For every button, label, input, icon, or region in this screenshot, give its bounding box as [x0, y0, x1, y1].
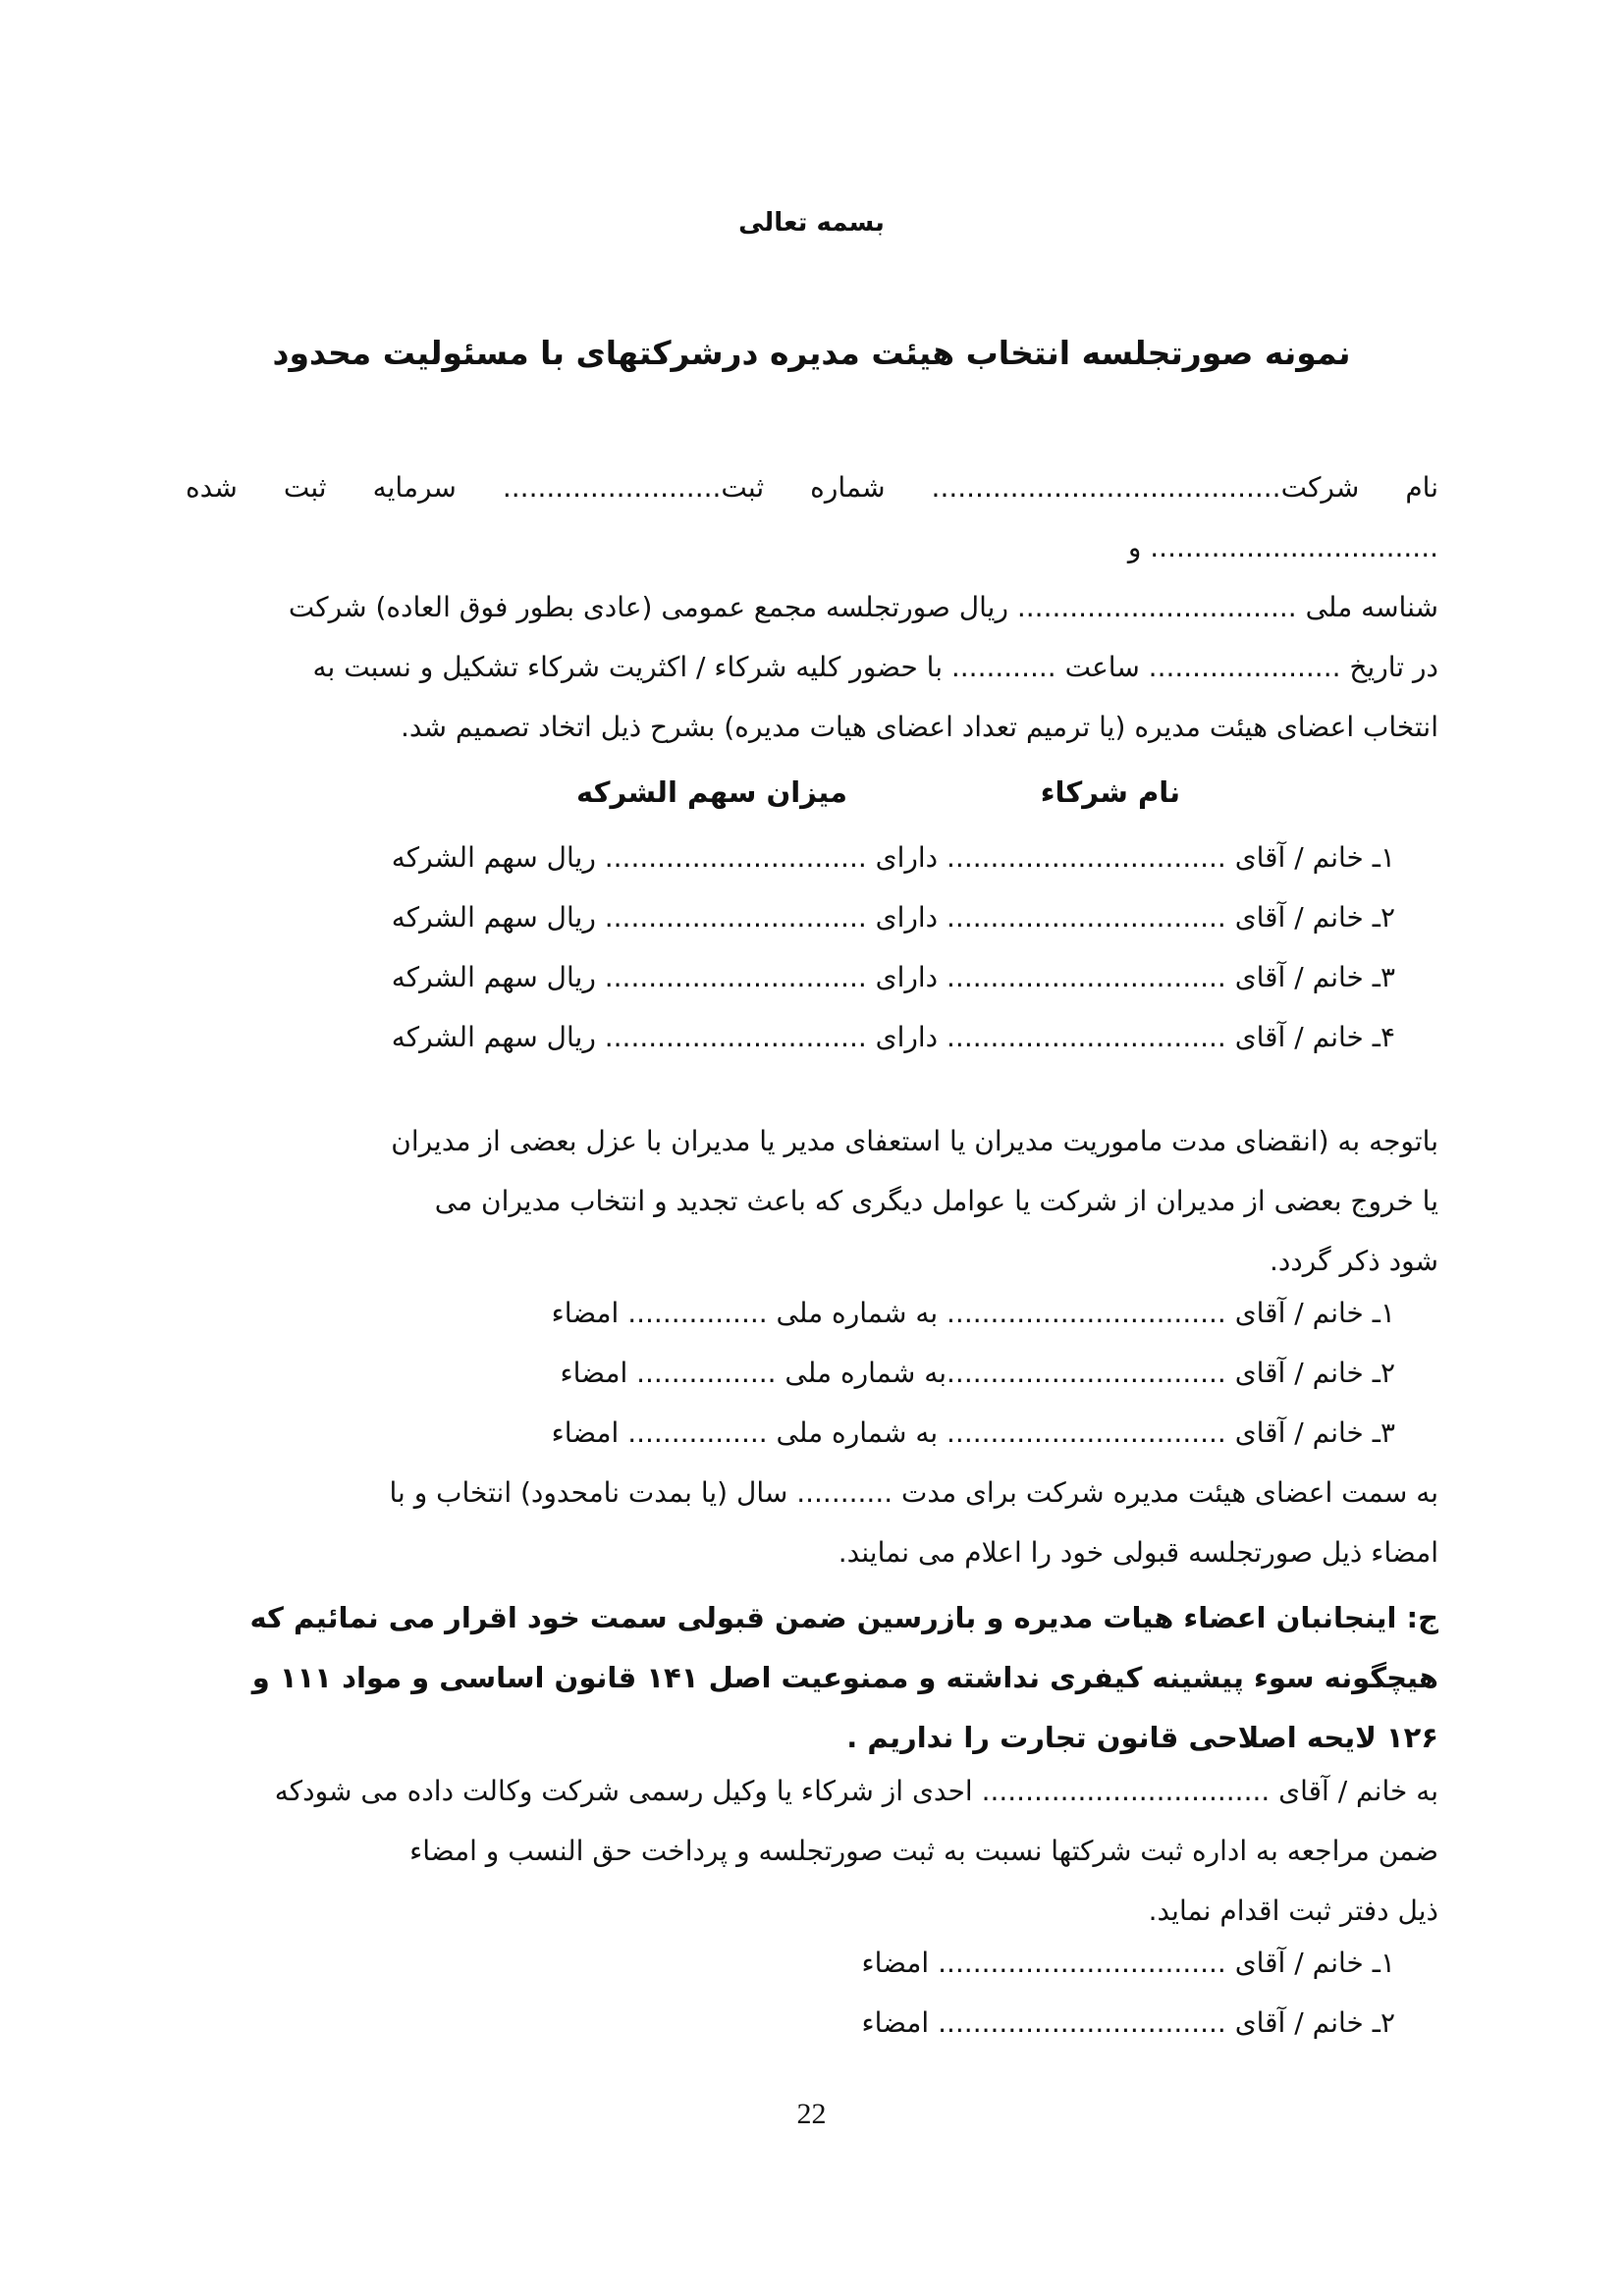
partners-name-header: نام شرکاء [1040, 775, 1180, 809]
agent-paragraph [186, 1761, 1438, 1941]
declaration-line-1: ج: اینجانبان اعضاء هیات مدیره و بازرسین ضمن قبولی سمت خود اقرار می نمائیم که [249, 1601, 1438, 1634]
agent-line-1: به خانم / آقای ................................. احدی از شرکاء یا وکیل رسمی شرکت وکالت داده می شودکه [274, 1775, 1438, 1807]
manager-row-3: ۳ـ خانم / آقای ................................ به شماره ملی ................ امضاء [551, 1416, 1395, 1449]
intro-line-1: نام شرکت........................................ شماره ثبت......................... سرمایه ثبت شده ................................. و [186, 471, 1438, 563]
elected-paragraph [186, 1463, 1438, 1582]
manager-row-1: ۱ـ خانم / آقای ................................ به شماره ملی ................ امضاء [551, 1297, 1395, 1329]
declaration-paragraph [186, 1588, 1438, 1768]
partners-list [392, 828, 1395, 1067]
partner-row-1: ۱ـ خانم / آقای ................................ دارای .............................. ریال سهم الشرکه [391, 841, 1395, 874]
declaration-line-2: هیچگونه سوء پیشینه کیفری نداشته و ممنوعیت اصل ۱۴۱ قانون اساسی و مواد ۱۱۱ و [251, 1661, 1438, 1694]
elected-line-1: به سمت اعضای هیئت مدیره شرکت برای مدت ........... سال (یا بمدت نامحدود) انتخاب و با [389, 1476, 1438, 1509]
partner-row-4: ۴ـ خانم / آقای ................................ دارای .............................. ریال سهم الشرکه [391, 1021, 1395, 1053]
document-title: نمونه صورتجلسه انتخاب هیئت مدیره درشرکتهای با مسئولیت محدود [272, 334, 1351, 372]
intro-line-4: انتخاب اعضای هیئت مدیره (یا ترمیم تعداد اعضای هیات مدیره) بشرح ذیل اتخاد تصمیم شد. [400, 711, 1438, 743]
intro-line-2: شناسه ملی ................................ ریال صورتجلسه مجمع عمومی (عادی بطور فوق العاده) شرکت [288, 591, 1438, 623]
signer-row-2: ۲ـ خانم / آقای ................................. امضاء [861, 2006, 1395, 2039]
reason-line-3: شود ذکر گردد. [1269, 1245, 1438, 1277]
intro-line-3: در تاریخ ...................... ساعت ............ با حضور کلیه شرکاء / اکثریت شرکاء تشکیل و نسبت به [312, 651, 1438, 683]
signers-list [861, 1933, 1395, 2053]
agent-line-2: ضمن مراجعه به اداره ثبت شرکتها نسبت به ثبت صورتجلسه و پرداخت حق النسب و امضاء [409, 1835, 1438, 1867]
reason-line-2: یا خروج بعضی از مدیران از شرکت یا عوامل دیگری که باعث تجدید و انتخاب مدیران می [434, 1185, 1438, 1217]
managers-list [552, 1283, 1395, 1463]
reason-paragraph [186, 1111, 1438, 1291]
intro-paragraph [186, 457, 1438, 757]
declaration-line-3: ۱۲۶ لایحه اصلاحی قانون تجارت را نداریم . [846, 1721, 1438, 1754]
reason-line-1: باتوجه به (انقضای مدت ماموریت مدیران یا استعفای مدیر یا مدیران با عزل بعضی از مدیران [391, 1125, 1438, 1157]
partner-row-2: ۲ـ خانم / آقای ................................ دارای .............................. ریال سهم الشرکه [391, 901, 1395, 934]
elected-line-2: امضاء ذیل صورتجلسه قبولی خود را اعلام می نمایند. [838, 1536, 1438, 1569]
signer-row-1: ۱ـ خانم / آقای ................................. امضاء [861, 1947, 1395, 1979]
partners-share-header: میزان سهم الشرکه [576, 775, 847, 809]
agent-line-3: ذیل دفتر ثبت اقدام نماید. [1148, 1895, 1438, 1927]
page-number: 22 [796, 2098, 827, 2130]
partner-row-3: ۳ـ خانم / آقای ................................ دارای .............................. ریال سهم الشرکه [391, 961, 1395, 993]
basmala-heading: بسمه تعالی [738, 208, 885, 238]
manager-row-2: ۲ـ خانم / آقای ................................به شماره ملی ................ امضاء [560, 1357, 1395, 1389]
